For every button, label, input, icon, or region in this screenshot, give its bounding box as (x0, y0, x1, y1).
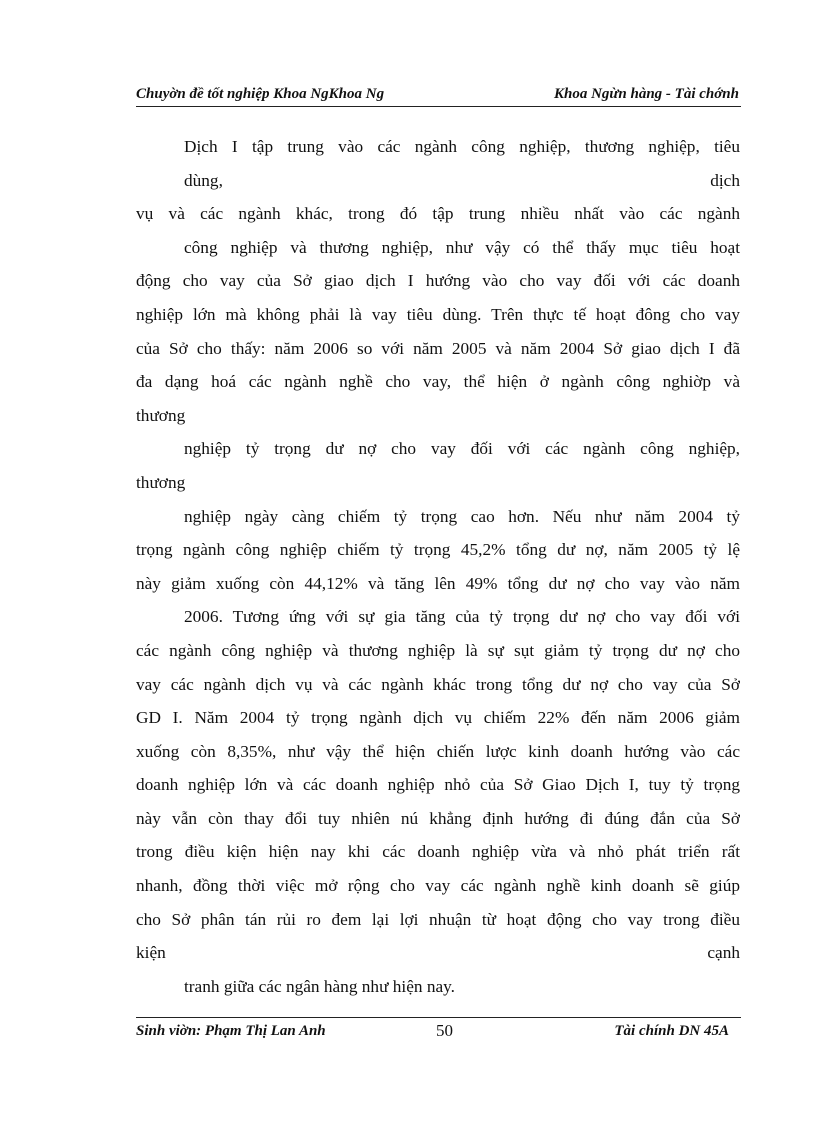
page-footer (136, 1017, 741, 1044)
text-line: nhanh, đồng thời việc mở rộng cho vay các ngành nghề kinh doanh sẽ giúp (136, 876, 740, 896)
page-header (136, 84, 741, 107)
text-line: Dịch I tập trung vào các ngành công nghiệp, thương nghiệp, tiêu (184, 137, 740, 156)
text-line: thương (136, 405, 186, 425)
text-line: này vẫn còn thay đổi tuy nhiên nú khẳng định hướng đi đúng đắn của Sở (136, 808, 740, 828)
text-line: nghiệp ngày càng chiếm tỷ trọng cao hơn. Nếu như năm 2004 tỷ (184, 506, 740, 526)
text-line: của Sở cho thấy: năm 2006 so với năm 2005 và năm 2004 Sở giao dịch I đã (136, 338, 740, 358)
text-line: nghiệp lớn mà không phải là vay tiêu dùng. Trên thực tế hoạt đông cho vay (136, 304, 740, 324)
text-line: nghiệp tỷ trọng dư nợ cho vay đối với các ngành công nghiệp, (184, 439, 740, 459)
text-line: dùng, dịch (184, 170, 740, 190)
text-line: tranh giữa các ngân hàng như hiện nay. (184, 976, 455, 996)
text-line: này giảm xuống còn 44,12% và tăng lên 49% tổng dư nợ cho vay vào năm (136, 573, 740, 593)
text-line: vụ và các ngành khác, trong đó tập trung nhiều nhất vào các ngành (136, 204, 740, 224)
page-number: 50 (436, 1021, 453, 1040)
text-line: trong điều kiện hiện nay khi các doanh nghiệp vừa và nhỏ phát triển rất (136, 842, 740, 862)
footer-author: Sinh viờn: Phạm Thị Lan Anh (136, 1023, 326, 1039)
text-line: các ngành công nghiệp và thương nghiệp là sự sụt giảm tỷ trọng dư nợ cho (136, 640, 740, 660)
text-line: trọng ngành công nghiệp chiếm tỷ trọng 45,2% tổng dư nợ, năm 2005 tỷ lệ (136, 540, 740, 560)
text-line: công nghiệp và thương nghiệp, như vậy có thể thấy mục tiêu hoạt (184, 237, 740, 257)
text-line: cho Sở phân tán rủi ro đem lại lợi nhuận từ hoạt động cho vay trong điều (136, 909, 740, 929)
text-line: thương (136, 472, 186, 492)
text-line: xuống còn 8,35%, như vậy thể hiện chiến lược kinh doanh hướng vào các (136, 741, 740, 761)
body-text (136, 130, 740, 1003)
text-line: động cho vay của Sở giao dịch I hướng vào cho vay đối với các doanh (136, 271, 740, 291)
header-right-text: Khoa Ngừn hàng - Tài chớnh (553, 86, 739, 102)
footer-class: Tài chính DN 45A (614, 1023, 729, 1039)
text-line: GD I. Năm 2004 tỷ trọng ngành dịch vụ chiếm 22% đến năm 2006 giảm (136, 708, 740, 728)
text-line: vay các ngành dịch vụ và các ngành khác trong tổng dư nợ cho vay của Sở (136, 674, 740, 694)
text-line: kiện cạnh (136, 943, 740, 963)
header-left-text: Chuyờn đề tốt nghiệp Khoa NgKhoa Ng (136, 86, 385, 102)
text-line: đa dạng hoá các ngành nghề cho vay, thể hiện ở ngành công nghiờp và (136, 372, 740, 392)
text-line: doanh nghiệp lớn và các doanh nghiệp nhỏ của Sở Giao Dịch I, tuy tỷ trọng (136, 775, 740, 795)
text-line: 2006. Tương ứng với sự gia tăng của tỷ trọng dư nợ cho vay đối với (184, 607, 740, 627)
